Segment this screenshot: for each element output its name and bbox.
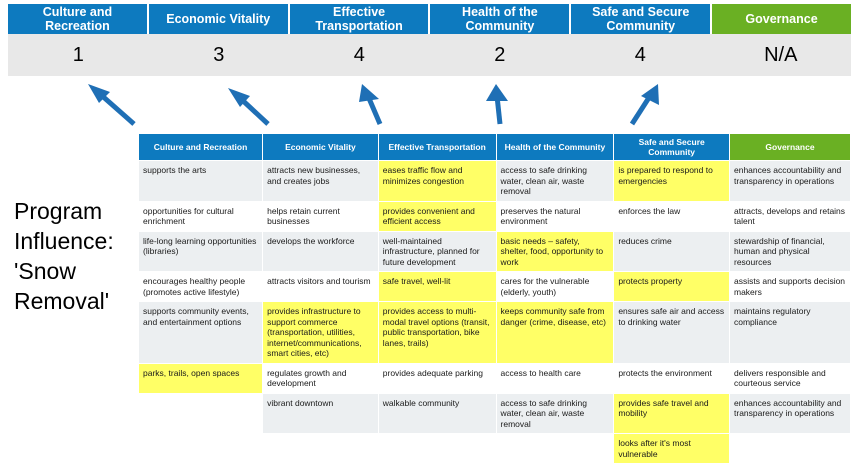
matrix-cell-r8-c1 <box>139 434 263 464</box>
goal-header-2: Economic Vitality <box>149 4 290 34</box>
matrix-header-row <box>139 134 851 161</box>
matrix-cell-r7-c6: enhances accountability and transparency in operations <box>730 393 851 434</box>
matrix-cell-r5-c3: provides access to multi-modal travel options (transit, public transportation, bike lanes, trails) <box>378 302 496 364</box>
matrix-cell-r7-c4: access to safe drinking water, clean air, waste removal <box>496 393 614 434</box>
matrix-cell-r5-c2: provides infrastructure to support commerce (transportation, utilities, internet/communications, smart cities, etc) <box>263 302 379 364</box>
goal-header-3: Effective Transportation <box>290 4 431 34</box>
matrix-cell-r6-c1: parks, trails, open spaces <box>139 363 263 393</box>
table-row <box>139 302 851 364</box>
arrow-4-head <box>486 84 508 101</box>
matrix-cell-r2-c6: attracts, develops and retains talent <box>730 201 851 231</box>
matrix-column-header-4: Health of the Community <box>496 134 614 161</box>
matrix-cell-r6-c6: delivers responsible and courteous service <box>730 363 851 393</box>
score-value-2: 3 <box>213 43 225 66</box>
matrix-cell-r7-c1 <box>139 393 263 434</box>
matrix-cell-r2-c2: helps retain current businesses <box>263 201 379 231</box>
matrix-cell-r1-c1: supports the arts <box>139 161 263 202</box>
matrix-cell-r4-c1: encourages healthy people (promotes active lifestyle) <box>139 272 263 302</box>
matrix-cell-r6-c3: provides adequate parking <box>378 363 496 393</box>
program-influence-caption: Program Influence: 'Snow Removal' <box>14 198 114 314</box>
matrix-column-header-3: Effective Transportation <box>378 134 496 161</box>
matrix-cell-r6-c4: access to health care <box>496 363 614 393</box>
matrix-cell-r3-c3: well-maintained infrastructure, planned for future development <box>378 231 496 272</box>
matrix-cell-r8-c3 <box>378 434 496 464</box>
matrix-column-header-1: Culture and Recreation <box>139 134 263 161</box>
score-row <box>8 34 851 76</box>
goal-header-1: Culture and Recreation <box>8 4 149 34</box>
score-value-5: 4 <box>634 43 646 66</box>
matrix-cell-r5-c5: ensures safe air and access to drinking water <box>614 302 730 364</box>
matrix-column-header-2: Economic Vitality <box>263 134 379 161</box>
score-value-6: N/A <box>764 43 798 66</box>
score-value-1: 1 <box>72 43 84 66</box>
goal-header-6: Governance <box>712 4 851 34</box>
matrix-cell-r7-c2: vibrant downtown <box>263 393 379 434</box>
matrix-cell-r8-c5: looks after it's most vulnerable <box>614 434 730 464</box>
matrix-column-header-5: Safe and Secure Community <box>614 134 730 161</box>
matrix-cell-r8-c2 <box>263 434 379 464</box>
matrix-cell-r5-c1: supports community events, and entertainment options <box>139 302 263 364</box>
matrix-cell-r4-c6: assists and supports decision makers <box>730 272 851 302</box>
matrix-cell-r6-c2: regulates growth and development <box>263 363 379 393</box>
arrow-5-shaft <box>632 96 650 124</box>
arrow-3-head <box>359 84 379 102</box>
table-row <box>139 231 851 272</box>
table-row <box>139 434 851 464</box>
matrix-body <box>139 161 851 464</box>
matrix-cell-r8-c4 <box>496 434 614 464</box>
matrix-cell-r7-c5: provides safe travel and mobility <box>614 393 730 434</box>
matrix-cell-r3-c1: life-long learning opportunities (libraries) <box>139 231 263 272</box>
matrix-cell-r4-c3: safe travel, well-lit <box>378 272 496 302</box>
matrix-cell-r5-c4: keeps community safe from danger (crime, disease, etc) <box>496 302 614 364</box>
goal-header-4: Health of the Community <box>430 4 571 34</box>
matrix-cell-r4-c2: attracts visitors and tourism <box>263 272 379 302</box>
matrix-cell-r8-c6 <box>730 434 851 464</box>
matrix-cell-r3-c2: develops the workforce <box>263 231 379 272</box>
strategic-goals-banner <box>8 4 851 34</box>
matrix-cell-r4-c4: cares for the vulnerable (elderly, youth) <box>496 272 614 302</box>
matrix-cell-r1-c2: attracts new businesses, and creates jobs <box>263 161 379 202</box>
matrix-column-header-6: Governance <box>730 134 851 161</box>
table-row <box>139 393 851 434</box>
matrix-cell-r1-c5: is prepared to respond to emergencies <box>614 161 730 202</box>
table-row <box>139 161 851 202</box>
table-row <box>139 363 851 393</box>
matrix-cell-r1-c3: eases traffic flow and minimizes congestion <box>378 161 496 202</box>
table-row <box>139 272 851 302</box>
matrix-cell-r5-c6: maintains regulatory compliance <box>730 302 851 364</box>
arrow-group <box>0 78 859 134</box>
matrix-cell-r4-c5: protects property <box>614 272 730 302</box>
matrix-cell-r1-c4: access to safe drinking water, clean air, waste removal <box>496 161 614 202</box>
matrix-cell-r2-c3: provides convenient and efficient access <box>378 201 496 231</box>
matrix-cell-r2-c1: opportunities for cultural enrichment <box>139 201 263 231</box>
matrix-cell-r6-c5: protects the environment <box>614 363 730 393</box>
matrix-cell-r3-c4: basic needs – safety, shelter, food, opportunity to work <box>496 231 614 272</box>
score-value-3: 4 <box>353 43 365 66</box>
arrows-svg <box>0 78 859 134</box>
matrix-cell-r2-c4: preserves the natural environment <box>496 201 614 231</box>
matrix-cell-r1-c6: enhances accountability and transparency in operations <box>730 161 851 202</box>
arrow-1-shaft <box>100 94 134 124</box>
matrix-cell-r3-c5: reduces crime <box>614 231 730 272</box>
score-value-4: 2 <box>494 43 506 66</box>
matrix-cell-r7-c3: walkable community <box>378 393 496 434</box>
goal-header-5: Safe and Secure Community <box>571 4 712 34</box>
matrix-cell-r2-c5: enforces the law <box>614 201 730 231</box>
table-row <box>139 201 851 231</box>
matrix-cell-r3-c6: stewardship of financial, human and physical resources <box>730 231 851 272</box>
outcomes-matrix <box>138 133 851 464</box>
